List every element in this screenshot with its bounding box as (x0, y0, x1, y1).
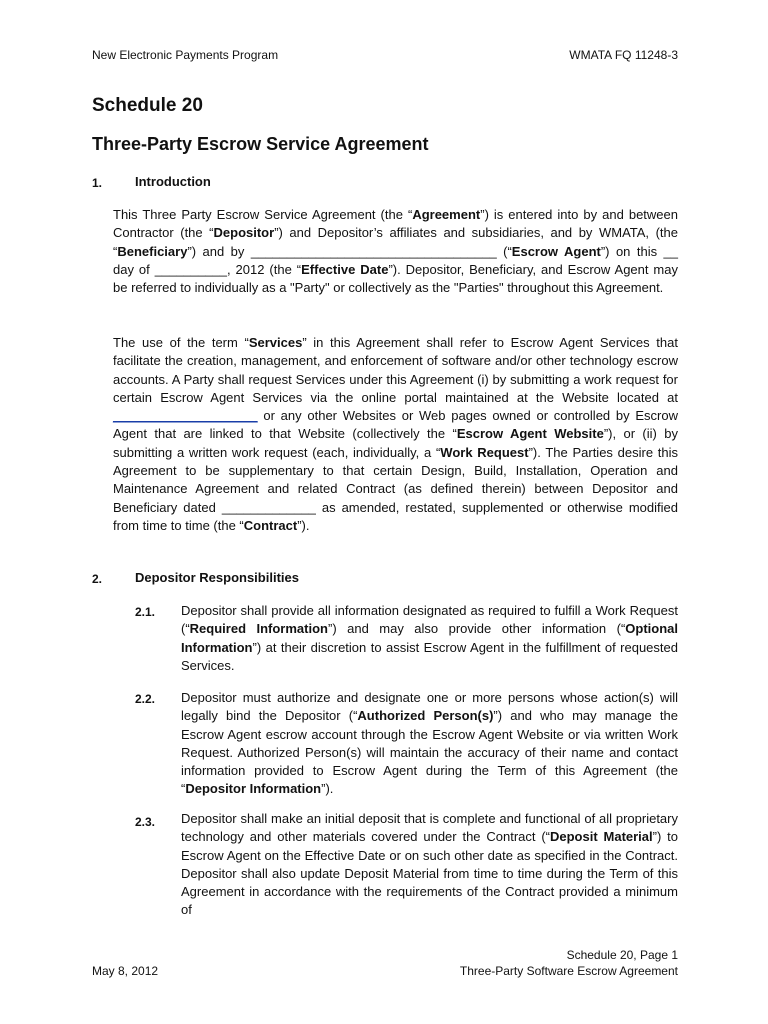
section-number: 2. (92, 572, 103, 586)
subsection-paragraph: Depositor shall make an initial deposit that is complete and functional of all proprietary technology and other materials covered under the Contract (“Deposit Material”) to Escrow Agent on the Effective Date or on such other date as specified in the Contract. Depositor shall also update Deposit Material from time to time during the Term of this Agreement in accordance with the requirements of the Contract provided a minimum of (181, 811, 678, 918)
header-document-number: WMATA FQ 11248-3 (569, 48, 678, 62)
section-title: Depositor Responsibilities (135, 570, 299, 585)
subsection-paragraph: Depositor shall provide all information designated as required to fulfill a Work Request (“Required Information”) and may also provide other information (“Optional Information”) at their discretion to assist Escrow Agent in the fulfillment of requested Services. (181, 603, 678, 673)
section-title: Introduction (135, 174, 211, 189)
schedule-title: Schedule 20 (92, 95, 203, 116)
website-link[interactable]: ____________________ (113, 408, 258, 424)
paragraph-services: The use of the term “Services” in this Agreement shall refer to Escrow Agent Services that facilitate the creation, management, and enforcement of software and/or other technology escrow accounts. A Party shall request Services under this Agreement (i) by submitting a work request for certain Escrow Agent Services via the online portal maintained at the Website located at ____________________ or any other Websites or Web pages owned or controlled by Escrow Agent that are linked to that Website (collectively the “Escrow Agent Website”), or (ii) by submitting a written work request (each, individually, a “Work Request”). The Parties desire this Agreement to be supplementary to that certain Design, Build, Installation, Operation and Maintenance Agreement and related Contract (as defined therein) between Depositor and Beneficiary dated _____________ as amended, restated, supplemented or otherwise modified from time to time (the “Contract”). (113, 335, 679, 533)
section-number: 1. (92, 176, 103, 190)
subsection-number: 2.3. (135, 815, 156, 829)
subsection-number: 2.1. (135, 605, 156, 619)
document-title: Three-Party Escrow Service Agreement (92, 134, 429, 154)
footer-page-number: Schedule 20, Page 1 (566, 948, 678, 962)
subsection-paragraph: Depositor must authorize and designate one or more persons whose action(s) will legally bind the Depositor (“Authorized Person(s)”) and who may manage the Escrow Agent escrow account through the Escrow Agent Website or via written Work Request. Authorized Person(s) will maintain the accuracy of their name and contact information provided to Escrow Agent during the Term of this Agreement (the “Depositor Information”). (181, 690, 678, 797)
subsection-number: 2.2. (135, 692, 156, 706)
footer-date: May 8, 2012 (92, 964, 159, 978)
header-program-name: New Electronic Payments Program (92, 48, 279, 62)
footer-document-title: Three-Party Software Escrow Agreement (459, 964, 678, 978)
paragraph-introduction: This Three Party Escrow Service Agreement (the “Agreement”) is entered into by and between Contractor (the “Depositor”) and Depositor’s affiliates and subsidiaries, and by WMATA, (the “Beneficiary”) and by __________________________________ (“Escrow Agent”) on this __ day of __________, 2012 (the “Effective Date”). Depositor, Beneficiary, and Escrow Agent may be referred to individually as a "Party" or collectively as the "Parties" throughout this Agreement. (113, 207, 678, 296)
